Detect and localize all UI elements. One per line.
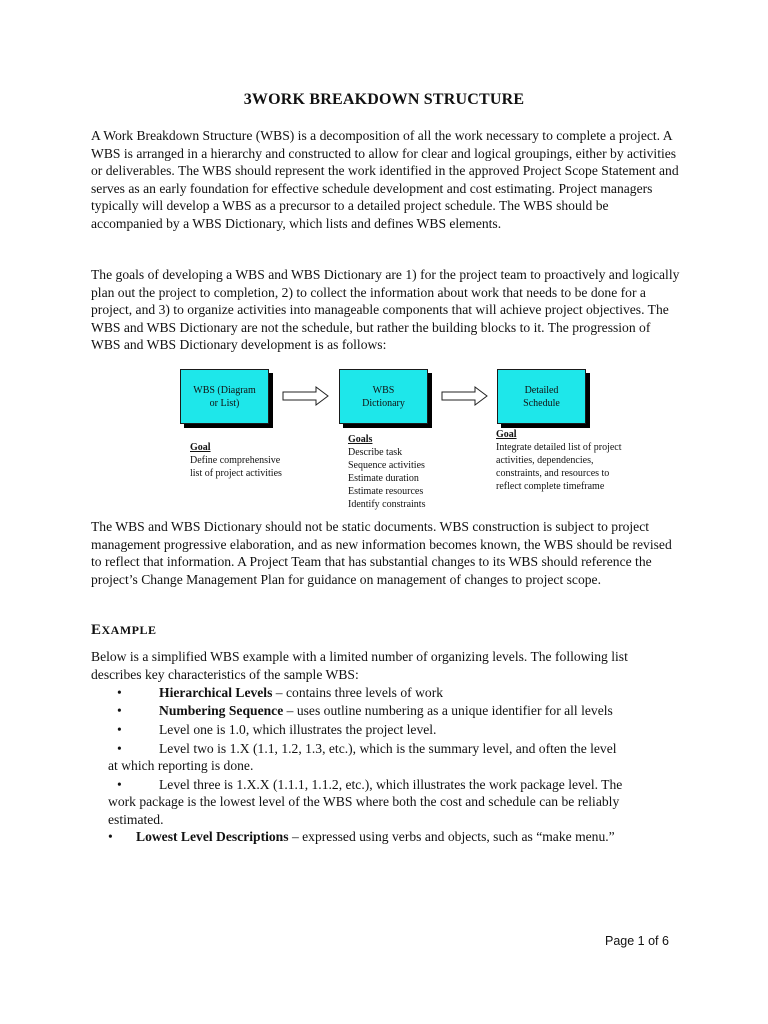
box-wbs: WBS (Diagram or List) — [180, 369, 269, 424]
goal-caption-dictionary: Goals Describe task Sequence activities Estimate duration Estimate resources Identify constraints — [348, 434, 426, 510]
paragraph-static-documents: The WBS and WBS Dictionary should not be static documents. WBS construction is subject to project management progressive elaboration, and as new information becomes known, the WBS should be revised to reflect that information. A Project Team that has substantial changes to its WBS should reference the project’s Change Management Plan for guidance on management of changes to project scope. — [91, 519, 672, 587]
wbs-progression-diagram — [0, 366, 768, 516]
box-detailed-schedule: Detailed Schedule — [497, 369, 586, 424]
goal-caption-schedule: Goal Integrate detailed list of project activities, dependencies, constraints, and resources to reflect complete timeframe — [496, 429, 622, 492]
bullet-icon: • — [117, 741, 122, 756]
box-wbs-dictionary: WBS Dictionary — [339, 369, 428, 424]
example-intro: Below is a simplified WBS example with a limited number of organizing levels. The following list describes key characteristics of the sample WBS: — [91, 649, 628, 682]
document-page: 3WORK BREAKDOWN STRUCTURE A Work Breakdown Structure (WBS) is a decomposition of all the work necessary to complete a project. A WBS is arranged in a hierarchy and constructed to allow for clear and logical groupings, either by activities or deliverables. The WBS should represent the work identified in the approved Project Scope Statement and serves as an early foundation for effective schedule development and cost estimating. Project managers typically will develop a WBS as a precursor to a detailed project schedule. The WBS should be accompanied by a WBS Dictionary, which lists and defines WBS elements. The goals of developing a WBS and WBS Dictionary are 1) for the project team to proactively and logically plan out the project to completion, 2) to collect the information about work that needs to be done for a project, and 3) to organize activities into manageable components that will achieve project objectives. The WBS and WBS Dictionary are not the schedule, but rather the building blocks to it. The progression of WBS and WBS Dictionary development is as follows: WBS (Diagram or List) WBS Dictionary Detailed Schedule Goal Define comprehensive list of project activities Goals Describe task Sequence activities Estimate duration Estimate resources Identify constraints Goal Integrate detailed list of project activities, dependencies, constraints, and resources to reflect complete timeframe The WBS and WBS Dictionary should not be static documents. WBS construction is subject to project management progressive elaboration, and as new information becomes known, the WBS should be revised to reflect that information. A Project Team that has substantial changes to its WBS should reference the project’s Change Management Plan for guidance on management of changes to project scope. EXAMPLE Below is a simplified WBS example with a limited number of organizing levels. The following list describes key characteristics of the sample WBS: • Hierarchical Levels – contains three levels of work • Numbering Sequence – uses outline numbering as a unique identifier for all levels • Level one is 1.0, which illustrates the project level. • Level two is 1.X (1.1, 1.2, 1.3, etc.), which is the summary level, and often the level at which reporting is done. • Level three is 1.X.X (1.1.1, 1.1.2, etc.), which illustrates the work package level. The work package is the lowest level of the WBS where both the cost and schedule can be reliably estimated. • Lowest Level Descriptions – expressed using verbs and objects, such as “make menu.” Page 1 of 6 — [0, 0, 768, 1024]
arrow-right-icon — [441, 386, 489, 406]
bullet-icon: • — [108, 829, 113, 844]
page-number: Page 1 of 6 — [605, 934, 669, 948]
bullet-icon: • — [117, 722, 122, 737]
bullet-icon: • — [117, 703, 122, 718]
section-heading-example: EXAMPLE — [91, 622, 157, 638]
paragraph-goals: The goals of developing a WBS and WBS Dictionary are 1) for the project team to proactively and logically plan out the project to completion, 2) to collect the information about work that needs to be done for a project, and 3) to organize activities into manageable components that will achieve project objectives. The WBS and WBS Dictionary are not the schedule, but rather the building blocks to it. The progression of WBS and WBS Dictionary development is as follows: — [91, 267, 680, 353]
goal-caption-wbs: Goal Define comprehensive list of project activities — [190, 442, 282, 479]
arrow-right-icon — [282, 386, 330, 406]
bullet-icon: • — [117, 777, 122, 792]
bullet-icon: • — [117, 685, 122, 700]
paragraph-intro: A Work Breakdown Structure (WBS) is a decomposition of all the work necessary to complete a project. A WBS is arranged in a hierarchy and constructed to allow for clear and logical groupings, either by activities or deliverables. The WBS should represent the work identified in the approved Project Scope Statement and serves as an early foundation for effective schedule development and cost estimating. Project managers typically will develop a WBS as a precursor to a detailed project schedule. The WBS should be accompanied by a WBS Dictionary, which lists and defines WBS elements. — [91, 128, 679, 231]
document-title: 3WORK BREAKDOWN STRUCTURE — [243, 91, 525, 108]
